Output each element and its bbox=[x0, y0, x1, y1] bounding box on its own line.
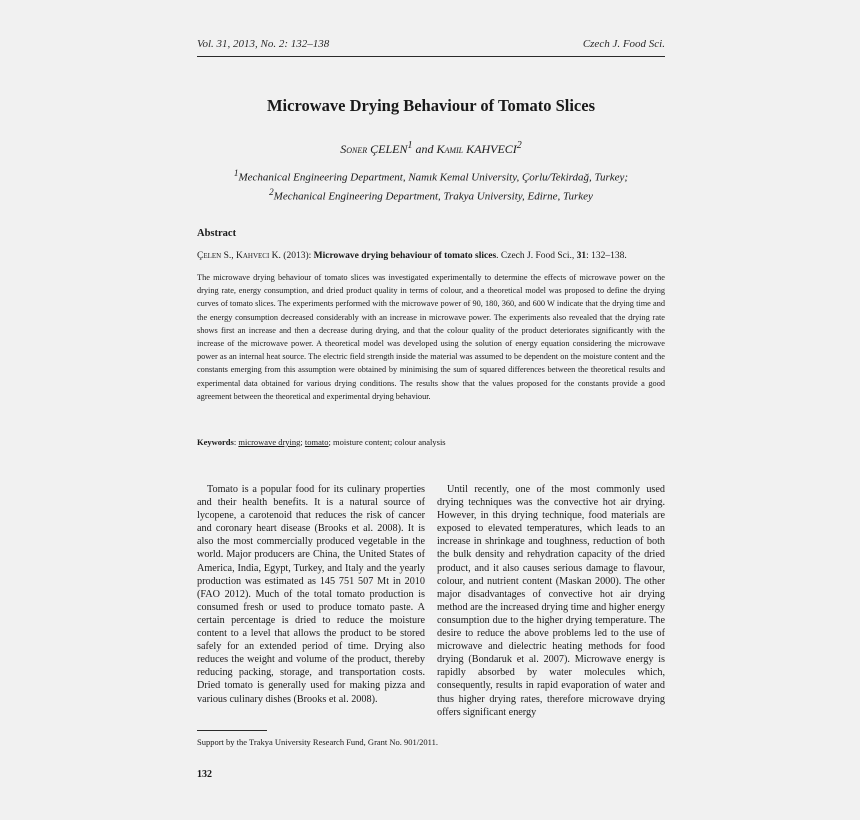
author-2-sup: 2 bbox=[516, 140, 522, 151]
body-column-left bbox=[197, 483, 425, 706]
footnote-rule bbox=[197, 730, 267, 731]
keywords-separator: ; bbox=[300, 437, 305, 447]
paper-title: Microwave Drying Behaviour of Tomato Slices bbox=[266, 96, 595, 115]
affiliation-2 bbox=[197, 187, 665, 203]
affiliation-1-text: Mechanical Engineering Department, Namık Kemal University, Çorlu/Tekirdağ, Turkey; bbox=[238, 171, 629, 184]
body-paragraph-left: Tomato is a popular food for its culinary properties and their health benefits. It is a natural source of lycopene, a carotenoid that reduces the risk of cancer and coronary heart disease (Brooks et al. 2008). It is also the most commercially produced vegetable in the world. Major producers are China, the United States of America, India, Egypt, Turkey, and Italy and the yearly production was estimated as 145 751 507 Mt in 2010 (FAO 2012). Much of the total tomato production is consumed fresh or used to produce tomato paste. A certain percentage is dried to reduce the moisture content to a level that allows the product to be stored safely for an extended period of time. Drying also reduces the weight and volume of the product, thereby reducing packing, storage, and transportation costs. Dried tomato is generally used for making pizza and various culinary dishes (Brooks et al. 2008). bbox=[197, 484, 425, 705]
keyword-link-microwave-drying[interactable]: microwave drying bbox=[238, 437, 301, 447]
body-paragraph-right: Until recently, one of the most commonly used drying techniques was the convective hot air drying. However, in this drying technique, food materials are exposed to elevated temperatures, which leads to an increase in shrinkage and toughness, reduction of both the bulk density and rehydration capacity of the dried product, and it also causes serious damage to flavour, colour, and nutrient content (Maskan 2000). The other major disadvantages of convective hot air drying method are the increased drying time and higher energy consumption due to the higher drying temperature. The desire to reduce the above problems led to the use of microwave and dielectric heating methods for food drying (Bondaruk et al. 2007). Microwave energy is rapidly absorbed by water molecules which, consequently, results in rapid evaporation of water and thus higher drying rates, therefore microwave drying offers significant energy bbox=[437, 484, 665, 718]
affiliation-2-text: Mechanical Engineering Department, Trakya University, Edirne, Turkey bbox=[273, 190, 593, 203]
author-2: Kamil KAHVECI bbox=[436, 142, 517, 156]
keywords-label: Keywords bbox=[197, 437, 234, 447]
affiliation-2-sup: 2 bbox=[269, 187, 274, 197]
keywords-rest: ; moisture content; colour analysis bbox=[328, 437, 446, 447]
abstract-text: The microwave drying behaviour of tomato slices was investigated experimentally to determine the effects of microwave power on the drying rate, energy consumption, and dried product quality in terms of colour, and a theoretical model was proposed to define the drying curves of tomato slices. The experiments performed with the microwave power of 90, 180, 360, and 600 W indicate that the drying time and the energy consumption decreased considerably with an increase in microwave power. The experiments also revealed that the drying rate shows first an increase and then a decrease during drying, and that the colour quality of the product deteriorates significantly with the increase of the microwave power. A theoretical model was developed using the solution of energy equation considering the microwave power as an internal heat source. The electric field strength inside the material was assumed to be dependent on the moisture content and the constants emerging from this assumption were obtained by minimising the sum of squared differences between the theoretical results and experimental data obtained for various drying conditions. The results show that the values proposed for the constants provide a good agreement between the theoretical and experimental drying behaviour. bbox=[197, 273, 665, 401]
citation-line bbox=[197, 251, 665, 261]
running-header bbox=[197, 38, 665, 54]
footnote: Support by the Trakya University Research Fund, Grant No. 901/2011. bbox=[197, 737, 438, 747]
abstract-heading: Abstract bbox=[197, 228, 237, 239]
page-number: 132 bbox=[197, 769, 212, 780]
citation-source: . Czech J. Food Sci., bbox=[496, 251, 575, 261]
affiliation-1-sup: 1 bbox=[233, 168, 239, 178]
author-1-sup: 1 bbox=[407, 140, 413, 151]
keywords-line bbox=[197, 437, 665, 447]
citation-title: Microwave drying behaviour of tomato slices bbox=[313, 251, 497, 261]
citation-pages: : 132–138. bbox=[586, 251, 627, 261]
author-line bbox=[197, 140, 665, 157]
affiliation-1 bbox=[197, 168, 665, 184]
author-1: Soner ÇELEN bbox=[340, 142, 408, 156]
keyword-link-tomato[interactable]: tomato bbox=[304, 437, 329, 447]
citation-authors: Çelen S., Kahveci K. (2013): bbox=[197, 251, 312, 261]
journal-reference: Vol. 31, 2013, No. 2: 132–138 bbox=[197, 38, 330, 50]
header-rule bbox=[197, 56, 665, 57]
citation-volume: 31 bbox=[576, 251, 587, 261]
keywords-colon: : bbox=[233, 437, 239, 447]
author-conjunction: and bbox=[415, 142, 434, 156]
body-column-right bbox=[437, 483, 665, 719]
journal-name: Czech J. Food Sci. bbox=[582, 38, 665, 50]
